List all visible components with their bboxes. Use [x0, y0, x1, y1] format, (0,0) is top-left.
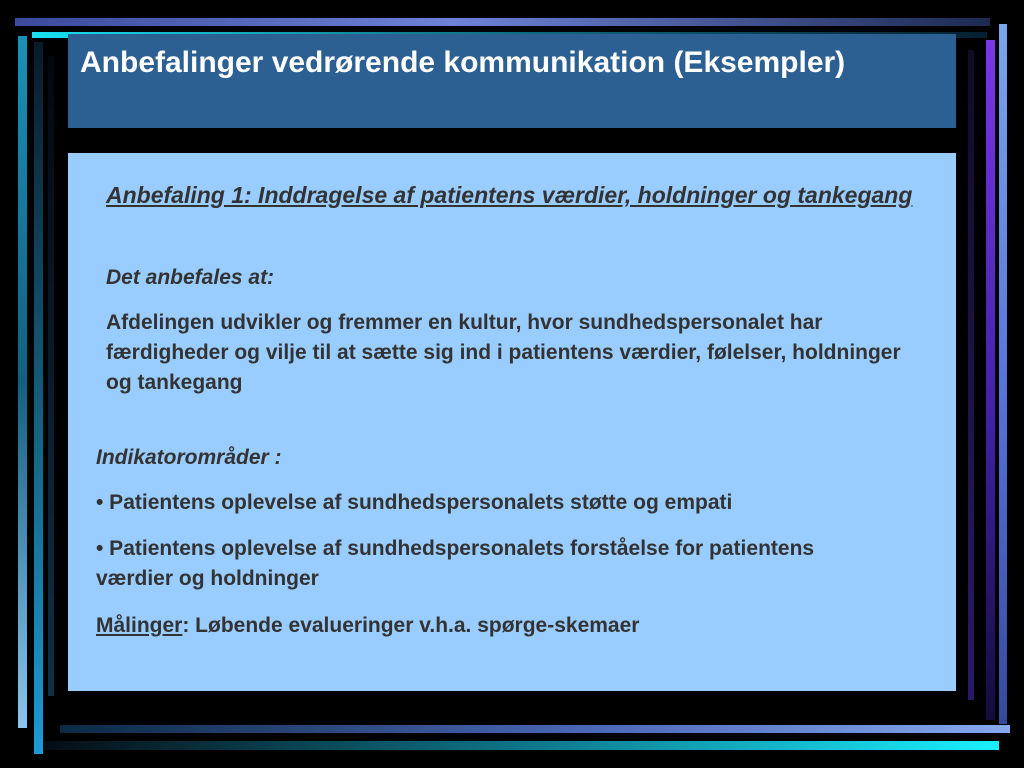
slide-title: Anbefalinger vedrørende kommunikation (Eksempler): [80, 46, 846, 79]
measurement-text: : Løbende evalueringer v.h.a. spørge-skemaer: [182, 614, 640, 637]
recommendation-statement: Afdelingen udvikler og fremmer en kultur, hvor sundhedspersonalet har færdigheder og vilje til at sætte sig ind i patientens værdier, følelser, holdninger og tankegang: [106, 311, 901, 394]
frame-bar-left-middle: [34, 42, 43, 754]
title-banner: [68, 34, 956, 128]
measurement-label: Målinger: [96, 614, 183, 637]
advised-label: Det anbefales at:: [106, 266, 275, 289]
frame-bar-right-middle: [986, 40, 995, 720]
recommendation-heading: Anbefaling 1: Inddragelse af patientens værdier, holdninger og tankegang: [106, 182, 913, 208]
frame-bar-left-outer: [18, 36, 27, 728]
indicator-item: • Patientens oplevelse af sundhedspersonalets støtte og empati: [96, 491, 733, 514]
frame-bar-bottom-inner: [60, 725, 1010, 733]
frame-bar-bottom-outer: [44, 741, 999, 750]
content-panel: [68, 153, 956, 691]
indicators-label: Indikatorområder :: [96, 446, 282, 469]
frame-bar-right-outer: [999, 24, 1007, 724]
frame-bar-top-outer: [15, 18, 990, 26]
frame-bar-right-inner: [968, 50, 974, 700]
measurement-line: [96, 611, 936, 641]
indicator-item: • Patientens oplevelse af sundhedspersonalets forståelse for patientens værdier og holdninger: [96, 537, 815, 590]
frame-bar-left-inner: [48, 56, 54, 696]
